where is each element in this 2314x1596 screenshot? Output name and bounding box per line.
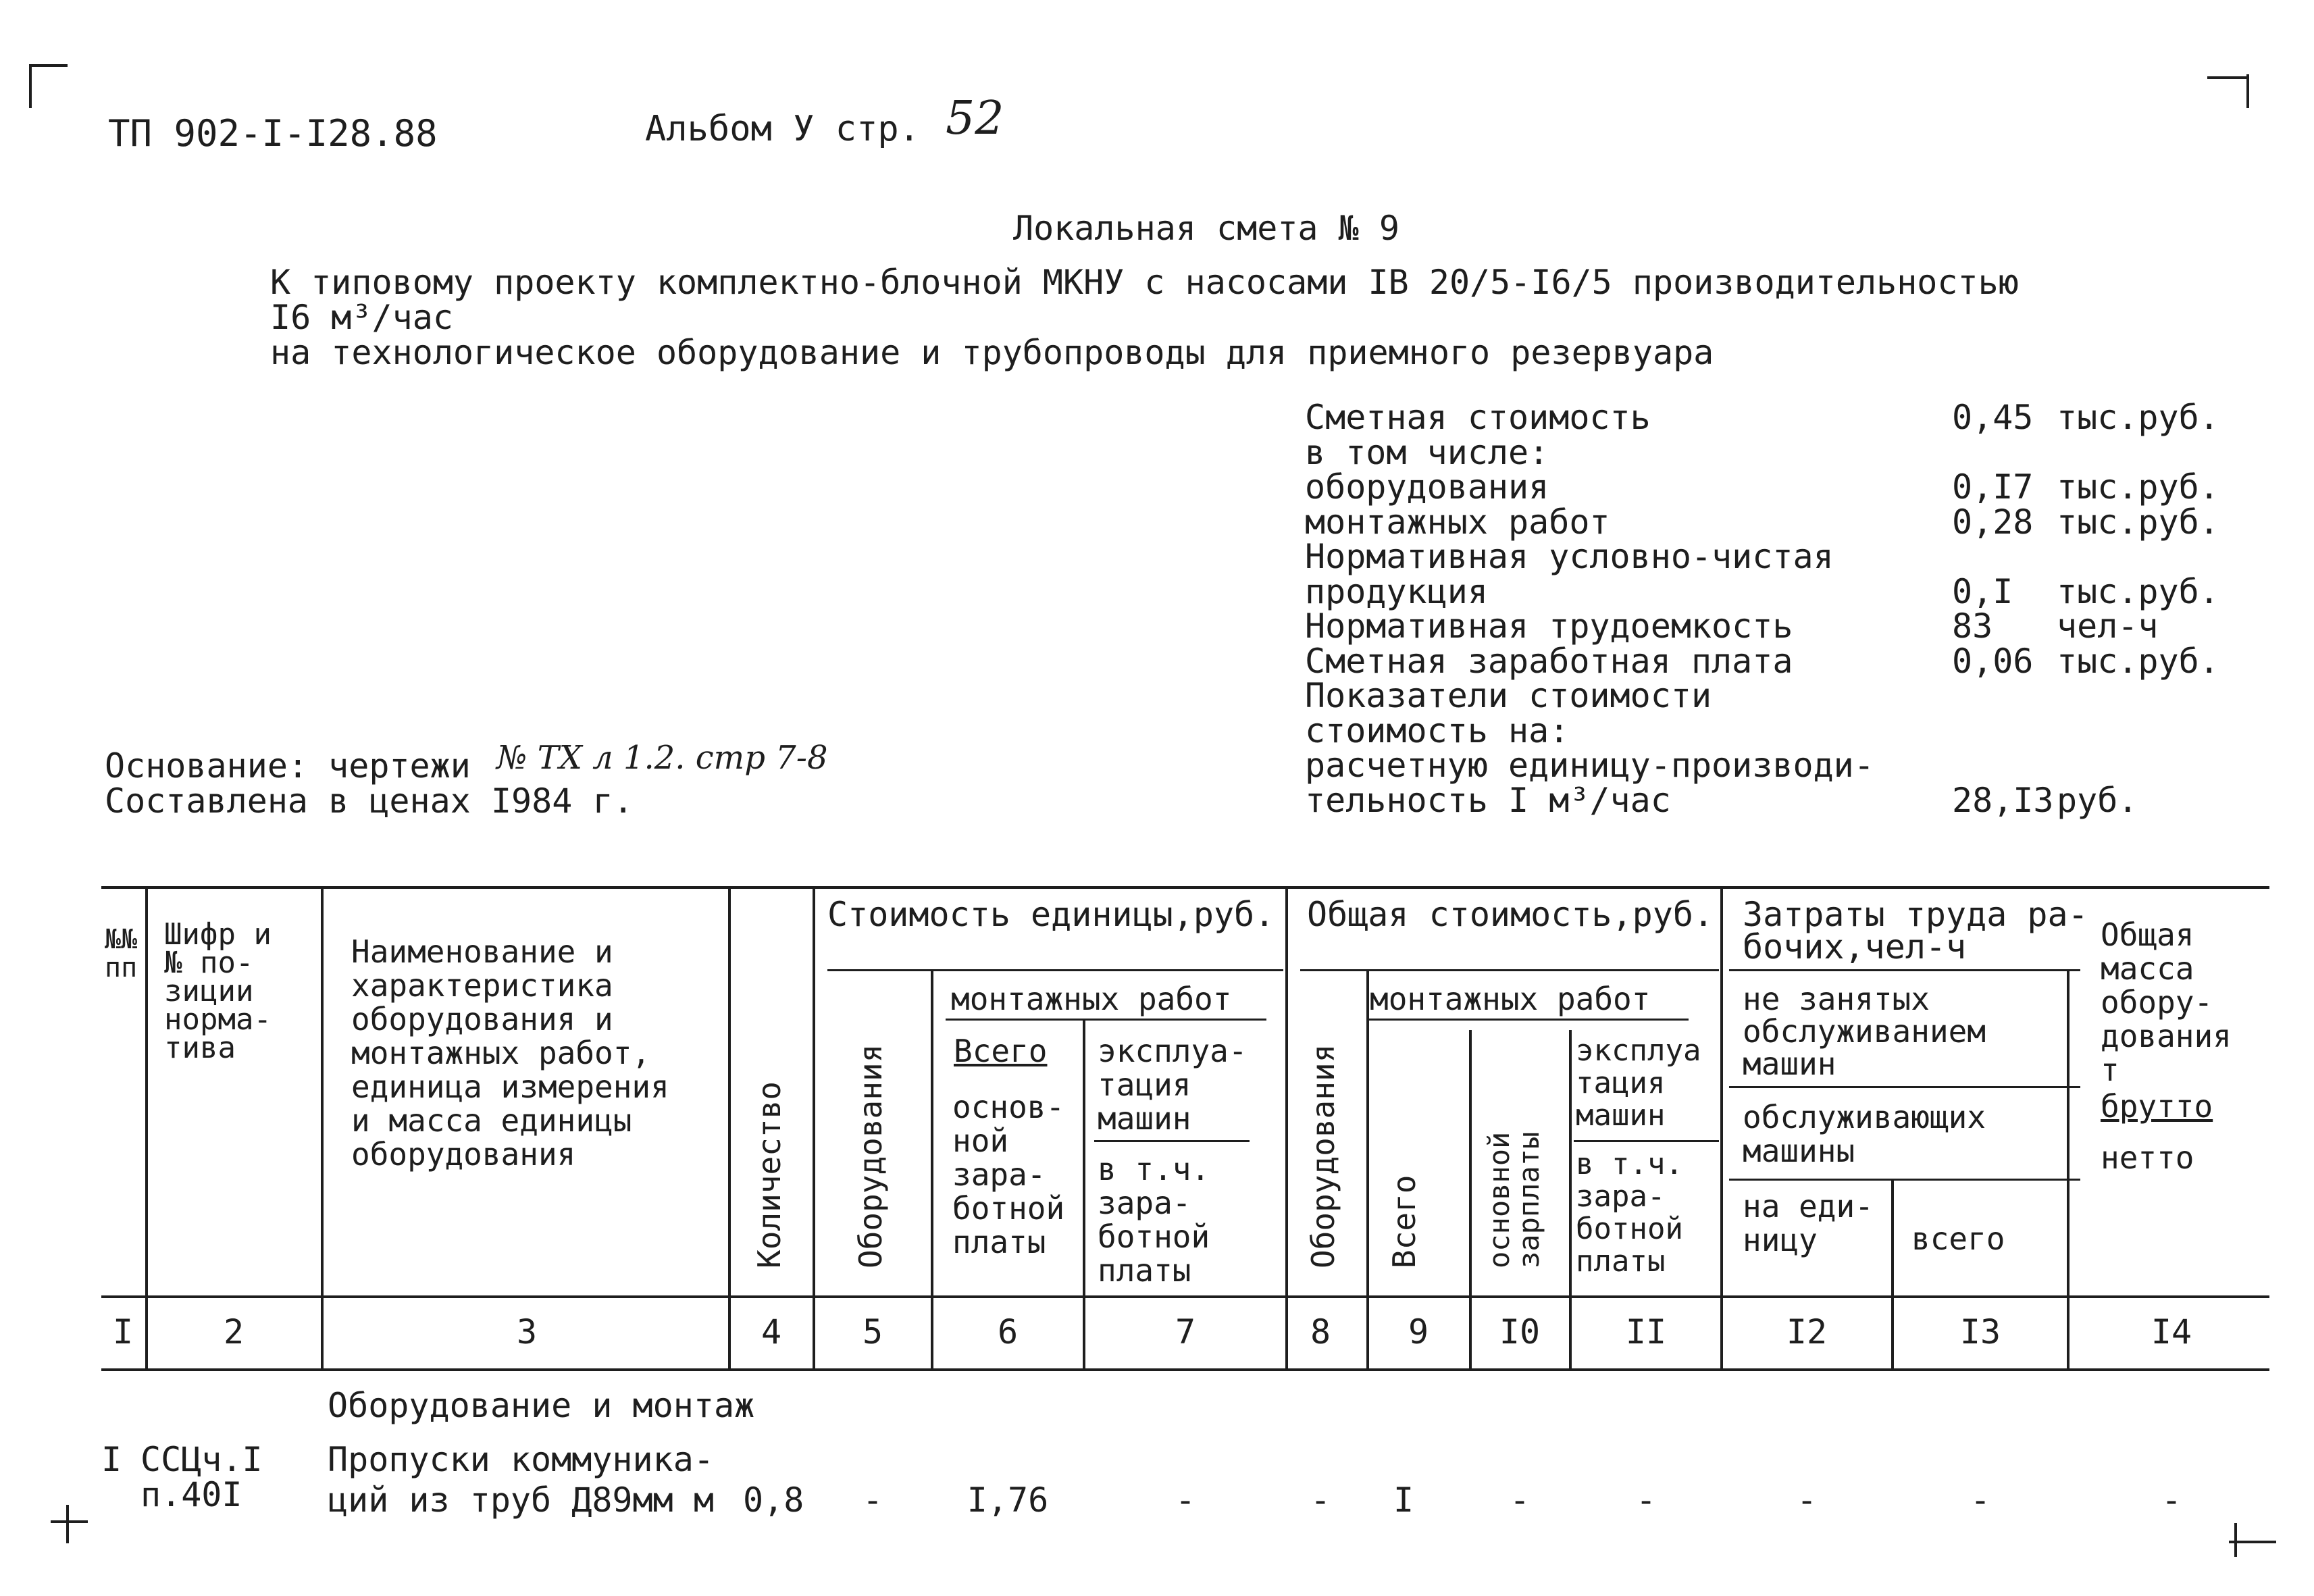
col-8-header: Оборудования: [1305, 1044, 1341, 1268]
summary-value: 0,I7: [1952, 467, 2034, 507]
row-code: п.40I: [140, 1475, 242, 1514]
column-number: 9: [1408, 1312, 1429, 1352]
row-value-c5: -: [862, 1481, 883, 1520]
col-7-top-header-line: эксплуа-: [1098, 1033, 1248, 1069]
summary-label: тельность I м³/час: [1305, 780, 1671, 820]
col-11-top-header-line: машин: [1576, 1098, 1666, 1133]
col-2-header-line: тива: [164, 1031, 236, 1065]
row-name: ций из труб Д89мм м: [328, 1481, 714, 1520]
col-11-bottom-header-line: в т.ч.: [1576, 1147, 1683, 1181]
summary-label: монтажных работ: [1305, 502, 1610, 542]
section-title: Оборудование и монтаж: [328, 1386, 755, 1425]
column-number: II: [1625, 1312, 1667, 1352]
title-line-4: на технологическое оборудование и трубопроводы для приемного резервуара: [270, 333, 1714, 372]
col-3-header-line: единица измерения: [351, 1069, 669, 1105]
col-7-top-header-line: машин: [1098, 1100, 1191, 1137]
col-3-header-line: характеристика: [351, 967, 613, 1004]
summary-value: 0,45: [1952, 398, 2034, 437]
summary-value: 0,06: [1952, 641, 2034, 681]
col-7-bottom-header-line: зара-: [1098, 1185, 1191, 1221]
column-number: 3: [516, 1312, 538, 1352]
summary-value: 0,28: [1952, 502, 2034, 542]
col-11-top-header-line: эксплуа: [1576, 1033, 1701, 1068]
col-2-header-line: норма-: [164, 1002, 272, 1037]
row-value-c14: -: [2161, 1481, 2182, 1520]
summary-unit: руб.: [2057, 780, 2138, 820]
summary-value: 83: [1952, 607, 1993, 646]
column-number: I3: [1959, 1312, 2001, 1352]
col-2-header-line: № по-: [164, 946, 254, 980]
col-6-header-line: платы: [952, 1224, 1046, 1260]
col-10-header: основной зарплаты: [1483, 1131, 1545, 1268]
column-number: 4: [761, 1312, 782, 1352]
col-3-header-line: оборудования и: [351, 1001, 613, 1037]
summary-label: Показатели стоимости: [1305, 676, 1712, 715]
page-number: 52: [946, 92, 1004, 145]
col-7-bottom-header-line: платы: [1098, 1252, 1191, 1289]
col-6-header-line: ботной: [952, 1190, 1065, 1227]
summary-label: Нормативная условно-чистая: [1305, 537, 1834, 576]
col-14-header-line: т: [2101, 1052, 2119, 1088]
col-12-header-line: на еди-: [1743, 1188, 1874, 1225]
summary-unit: тыс.руб.: [2057, 571, 2219, 611]
album-label: Альбом У стр.: [645, 109, 920, 149]
row-value-c11: -: [1635, 1481, 1657, 1520]
title-line-3: I6 м³/час: [270, 298, 453, 337]
unit-cost-header: Стоимость единицы,руб.: [827, 895, 1275, 934]
labor-not-busy-header-line: машин: [1743, 1046, 1836, 1082]
column-number: I: [112, 1312, 134, 1352]
row-value-c7: -: [1175, 1481, 1196, 1520]
col-9-header: Всего: [1386, 1175, 1422, 1268]
col-14-header-line: масса: [2101, 950, 2194, 987]
basis-label: Основание: чертежи: [105, 746, 471, 786]
col-6-header-line: основ-: [952, 1089, 1065, 1125]
row-value-c12: -: [1796, 1481, 1818, 1520]
summary-label: в том числе:: [1305, 432, 1549, 472]
col-7-bottom-header-line: ботной: [1098, 1218, 1210, 1255]
col-1-header: №№ пп: [105, 924, 138, 983]
col-9-11-install-header: монтажных работ: [1370, 981, 1651, 1017]
column-number: I2: [1786, 1312, 1828, 1352]
col-14-header-line: обору-: [2101, 984, 2213, 1021]
col-11-bottom-header-line: платы: [1576, 1244, 1666, 1279]
summary-label: Сметная заработная плата: [1305, 641, 1793, 681]
summary-label: Сметная стоимость: [1305, 398, 1651, 437]
col-14-header-line: Общая: [2101, 917, 2194, 953]
basis-handwritten: № ТХ л 1.2. стр 7-8: [496, 739, 828, 777]
col-11-bottom-header-line: зара-: [1576, 1179, 1666, 1214]
col-4-header: Количество: [751, 1081, 788, 1268]
col-11-top-header-line: тация: [1576, 1066, 1666, 1100]
summary-label: стоимость на:: [1305, 711, 1570, 750]
row-value-c9: I: [1393, 1481, 1414, 1520]
column-number: 6: [997, 1312, 1019, 1352]
col-7-top-header-line: тация: [1098, 1066, 1191, 1103]
column-number: 2: [223, 1312, 245, 1352]
summary-label: Нормативная трудоемкость: [1305, 607, 1793, 646]
col-3-header-line: оборудования: [351, 1136, 576, 1173]
labor-header-line: бочих,чел-ч: [1743, 927, 1967, 967]
title-line-2: К типовому проекту комплектно-блочной МКНУ с насосами IВ 20/5-I6/5 производительностью: [270, 263, 2019, 302]
col-2-header-line: Шифр и: [164, 917, 272, 952]
labor-not-busy-header-line: не занятых: [1743, 981, 1930, 1017]
summary-unit: тыс.руб.: [2057, 502, 2219, 542]
col-6-7-install-header: монтажных работ: [951, 981, 1232, 1017]
column-number: 7: [1175, 1312, 1196, 1352]
labor-header-line: Затраты труда ра-: [1743, 895, 2088, 934]
summary-label: оборудования: [1305, 467, 1549, 507]
row-value-c8: -: [1310, 1481, 1331, 1520]
labor-not-busy-header-line: обслуживанием: [1743, 1013, 1986, 1050]
row-quantity: 0,8: [743, 1481, 804, 1520]
col-11-bottom-header-line: ботной: [1576, 1212, 1683, 1246]
column-number: I4: [2151, 1312, 2192, 1352]
estimate-title: Локальная смета № 9: [1013, 209, 1399, 248]
row-value-c10: -: [1509, 1481, 1531, 1520]
summary-label: расчетную единицу-производи-: [1305, 746, 1874, 785]
col-5-header: Оборудования: [852, 1044, 889, 1268]
total-cost-header: Общая стоимость,руб.: [1307, 895, 1714, 934]
col-3-header-line: Наименование и: [351, 933, 613, 970]
summary-unit: тыс.руб.: [2057, 398, 2219, 437]
col-6-total-header: Всего: [954, 1033, 1048, 1069]
doc-code: ТП 902-I-I28.88: [108, 112, 438, 155]
labor-serving-header-line: машины: [1743, 1133, 1855, 1169]
col-12-header-line: ницу: [1743, 1222, 1818, 1258]
row-code: ССЦч.I: [140, 1440, 263, 1479]
col-3-header-line: и масса единицы: [351, 1102, 632, 1139]
row-value-c6: I,76: [967, 1481, 1049, 1520]
labor-serving-header-line: обслуживающих: [1743, 1099, 1986, 1135]
summary-unit: тыс.руб.: [2057, 641, 2219, 681]
col-6-header-line: зара-: [952, 1156, 1046, 1193]
col-3-header-line: монтажных работ,: [351, 1035, 651, 1071]
column-number: I0: [1499, 1312, 1541, 1352]
brutto-label: брутто: [2101, 1088, 2213, 1125]
summary-unit: тыс.руб.: [2057, 467, 2219, 507]
netto-label: нетто: [2101, 1139, 2194, 1176]
row-value-c13: -: [1970, 1481, 1991, 1520]
summary-value: 0,I: [1952, 571, 2013, 611]
col-2-header-line: зиции: [164, 974, 254, 1008]
col-7-bottom-header-line: в т.ч.: [1098, 1151, 1210, 1187]
price-basis: Составлена в ценах I984 г.: [105, 781, 634, 821]
summary-unit: чел-ч: [2057, 607, 2159, 646]
row-name: Пропуски коммуника-: [328, 1440, 714, 1479]
row-number: I: [101, 1440, 122, 1479]
summary-label: продукция: [1305, 571, 1488, 611]
col-6-header-line: ной: [952, 1123, 1009, 1159]
column-number: 8: [1310, 1312, 1331, 1352]
column-number: 5: [862, 1312, 883, 1352]
col-14-header-line: дования: [2101, 1018, 2232, 1054]
summary-value: 28,I3: [1952, 780, 2054, 820]
col-13-header: всего: [1911, 1220, 2005, 1257]
